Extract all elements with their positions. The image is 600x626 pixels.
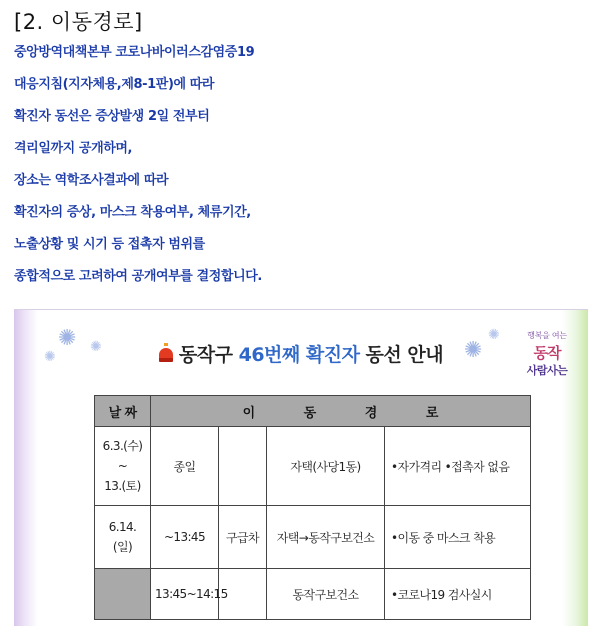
header-date: 날 짜 [95, 396, 151, 427]
place-cell: 자택(사당1동) [267, 427, 385, 506]
time-cell: 종일 [151, 427, 219, 506]
time-cell: ~13:45 [151, 506, 219, 569]
table-row [95, 427, 531, 506]
paragraph-line: 격리일까지 공개하며, [14, 141, 133, 156]
alarm-icon [159, 348, 173, 362]
paragraph-line: 노출상황 및 시기 등 접촉자 범위를 [14, 237, 205, 252]
note-cell: •자가격리 •접촉자 없음 [385, 427, 531, 506]
table-row [95, 506, 531, 569]
paragraph-line: 확진자 동선은 증상발생 2일 전부터 [14, 109, 210, 124]
note-cell: •코로나19 검사실시 [385, 569, 531, 620]
virus-icon: ✺ [44, 349, 56, 365]
route-disclosure-paragraph [14, 40, 262, 296]
place-cell: 동작구보건소 [267, 569, 385, 620]
title-suffix: 동선 안내 [365, 344, 444, 366]
virus-icon: ✺ [488, 327, 500, 343]
section-title: [2. 이동경로] [14, 10, 143, 34]
route-table [94, 395, 531, 620]
dongjak-logo [510, 330, 584, 377]
time-cell: 13:45~14:15 [151, 569, 219, 620]
virus-icon: ✺ [90, 339, 102, 355]
paragraph-line: 중앙방역대책본부 코로나바이러스감염증19 [14, 45, 255, 60]
notice-title [14, 340, 588, 367]
table-row [95, 569, 531, 620]
logo-tagline: 행복을 여는 [527, 331, 567, 340]
header-route: 이 동 경 로 [151, 396, 531, 427]
paragraph-line: 장소는 역학조사결과에 따라 [14, 173, 169, 188]
date-cell: 6.14. (일) [95, 506, 151, 569]
virus-icon: ✺ [464, 338, 483, 363]
virus-icon: ✺ [58, 326, 77, 351]
paragraph-line: 종합적으로 고려하여 공개여부를 결정합니다. [14, 269, 262, 284]
date-cell [95, 569, 151, 620]
paragraph-line: 확진자의 증상, 마스크 착용여부, 체류기간, [14, 205, 251, 220]
paragraph-line: 대응지침(지자체용,제8-1판)에 따라 [14, 77, 215, 92]
title-highlight: 46번째 확진자 [238, 344, 360, 366]
date-cell: 6.3.(수) ~ 13.(토) [95, 427, 151, 506]
logo-slogan: 사람사는 [526, 364, 568, 377]
transport-cell: 구급차 [219, 506, 267, 569]
note-cell: •이동 중 마스크 착용 [385, 506, 531, 569]
logo-name: 동작 [533, 344, 561, 362]
place-cell: 자택→동작구보건소 [267, 506, 385, 569]
title-district: 동작구 [178, 344, 233, 366]
transport-cell [219, 427, 267, 506]
route-notice-image [14, 309, 588, 626]
